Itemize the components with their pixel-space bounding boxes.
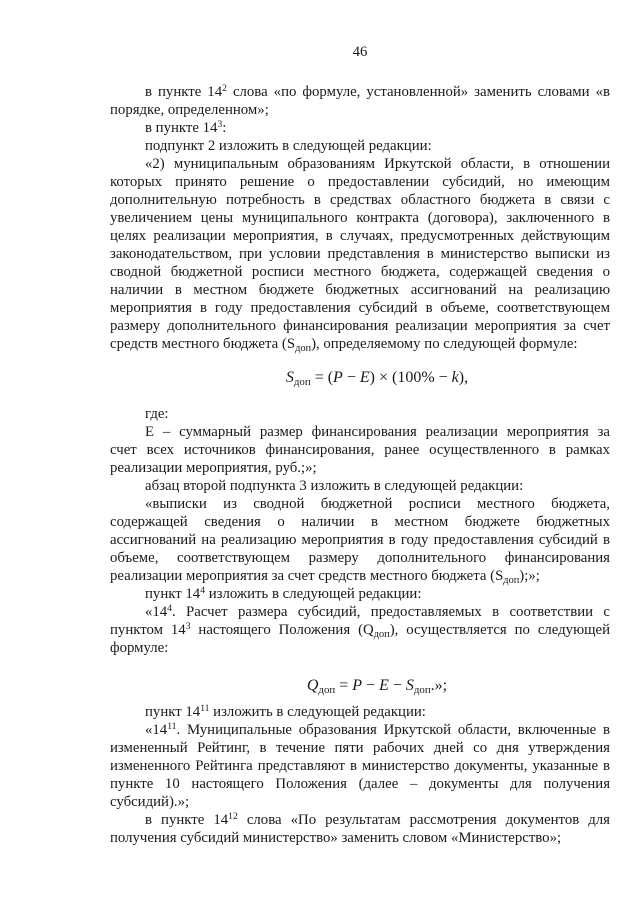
- paragraph: [110, 137, 610, 155]
- text-line: [110, 441, 610, 459]
- text-run: субсидий).»;: [110, 794, 190, 810]
- text-line: [110, 245, 610, 263]
- text-run: дополнительную потребность в средствах областного бюджета в связи с: [110, 192, 610, 208]
- formula: [110, 367, 610, 389]
- text-run: изложить в следующей редакции:: [209, 704, 426, 720]
- text-line: [110, 739, 610, 757]
- text-line: [110, 793, 610, 811]
- text-run: наличии в местном бюджете бюджетных ассигнований на реализацию: [110, 282, 610, 298]
- text-run: реализации мероприятия за счет средств местного бюджета (S: [110, 568, 504, 584]
- text-run: слова «По результатам рассмотрения документов для: [237, 812, 610, 828]
- text-run: пунктом 14: [110, 622, 186, 638]
- text-run: порядке, определенном»;: [110, 102, 269, 118]
- text-run: в пункте 14: [145, 120, 218, 136]
- text-run: слова «по формуле, установленной» заменить словами «в: [226, 84, 611, 100]
- math-variable: Q: [306, 677, 319, 694]
- text-line: [110, 459, 610, 477]
- math-variable: E: [379, 677, 389, 694]
- subscript: доп: [318, 684, 336, 697]
- text-run: увеличением цены муниципального контракта (договора), заключенного в: [110, 210, 610, 226]
- text-run: объеме, соответствующем размеру дополнительного финансирования: [110, 550, 610, 566]
- paragraph: [110, 405, 610, 423]
- text-run: сводной бюджетной росписи местного бюджета, содержащей сведения о: [110, 264, 610, 280]
- text-line: [110, 281, 610, 299]
- text-line: [110, 513, 610, 531]
- text-run: ),: [458, 369, 469, 386]
- subscript: доп: [373, 629, 390, 641]
- text-line: [110, 811, 610, 829]
- text-run: =: [335, 677, 353, 694]
- text-run: средств местного бюджета (S: [110, 336, 296, 352]
- text-run: E – суммарный размер финансирования реализации мероприятия за: [145, 424, 610, 440]
- text-line: [110, 585, 610, 603]
- text-run: формуле:: [110, 640, 169, 656]
- text-run: ), определяемому по следующей формуле:: [311, 336, 578, 352]
- subscript: доп: [295, 343, 312, 355]
- superscript: 4: [167, 602, 173, 614]
- text-line: [110, 209, 610, 227]
- text-run: содержащей сведения о наличии в местном бюджете бюджетных: [110, 514, 610, 530]
- subscript: доп: [503, 575, 520, 587]
- paragraph: [110, 721, 610, 811]
- text-line: [110, 549, 610, 567]
- text-line: [110, 775, 610, 793]
- paragraph: [110, 495, 610, 585]
- text-line: [110, 227, 610, 245]
- formula: [110, 675, 610, 697]
- text-line: [110, 405, 610, 423]
- math-variable: P: [333, 369, 343, 386]
- text-line: [110, 423, 610, 441]
- text-run: изложить в следующей редакции:: [205, 586, 422, 602]
- text-line: [110, 495, 610, 513]
- paragraph: [110, 703, 610, 721]
- text-line: [110, 101, 610, 119]
- text-run: «выписки из сводной бюджетной росписи местного бюджета,: [145, 496, 610, 512]
- text-run: .»;: [430, 677, 448, 694]
- subscript: доп: [413, 684, 431, 697]
- text-line: [110, 191, 610, 209]
- text-run: «2) муниципальным образованиям Иркутской области, в отношении: [145, 156, 610, 172]
- paragraph: [110, 155, 610, 353]
- paragraph: [110, 477, 610, 495]
- text-run: настоящего Положения (Q: [190, 622, 374, 638]
- superscript: 3: [217, 118, 223, 130]
- math-variable: S: [285, 369, 294, 386]
- text-run: абзац второй подпункта 3 изложить в следующей редакции:: [145, 478, 524, 494]
- math-variable: S: [405, 677, 414, 694]
- text-run: которых принято решение о предоставлении субсидий, но имеющим: [110, 174, 610, 190]
- paragraph: [110, 423, 610, 477]
- text-run: где:: [145, 406, 169, 422]
- text-line: [110, 335, 610, 353]
- paragraph: [110, 83, 610, 119]
- paragraph: [110, 119, 610, 137]
- text-run: пункт 14: [145, 704, 201, 720]
- text-run: . Муниципальные образования Иркутской области, включенные в: [176, 722, 610, 738]
- text-run: измененного Рейтинга представляют в министерство документы, указанные в: [110, 758, 610, 774]
- math-variable: k: [451, 369, 459, 386]
- superscript: 11: [200, 702, 210, 714]
- text-line: [110, 603, 610, 621]
- text-run: мероприятия в году предоставления субсидий в объеме, соответствующем: [110, 300, 610, 316]
- text-line: [110, 703, 610, 721]
- text-line: [110, 263, 610, 281]
- text-line: [110, 83, 610, 101]
- text-line: [110, 721, 610, 739]
- text-line: [110, 299, 610, 317]
- text-line: [110, 155, 610, 173]
- text-run: «14: [145, 604, 168, 620]
- text-line: [110, 567, 610, 585]
- text-run: размеру дополнительного финансирования реализации мероприятия за счет: [110, 318, 610, 334]
- math-variable: P: [352, 677, 363, 694]
- page-number: 46: [352, 44, 368, 60]
- text-line: [110, 317, 610, 335]
- text-line: [110, 173, 610, 191]
- text-run: измененный Рейтинг, в течение пяти рабочих дней со дня утверждения: [110, 740, 610, 756]
- text-run: ассигнований на реализацию мероприятия в году предоставления субсидий в: [110, 532, 610, 548]
- text-run: . Расчет размера субсидий, предоставляемых в соответствии с: [172, 604, 610, 620]
- superscript: 11: [167, 720, 177, 732]
- text-run: ) × (100% −: [369, 369, 452, 386]
- text-line: [110, 829, 610, 847]
- text-run: счет всех источников финансирования, ранее осуществленного в рамках: [110, 442, 610, 458]
- text-run: −: [342, 369, 360, 386]
- text-run: целях реализации мероприятия, в случаях, предусмотренных действующим: [110, 228, 610, 244]
- text-run: законодательством, при условии представления в министерство выписки из: [110, 246, 610, 262]
- text-run: в пункте 14: [145, 812, 229, 828]
- text-run: пункте 10 настоящего Положения (далее – документы для получения: [110, 776, 610, 792]
- text-run: :: [222, 120, 227, 136]
- text-run: = (: [310, 369, 334, 386]
- text-run: «14: [145, 722, 168, 738]
- text-run: в пункте 14: [145, 84, 223, 100]
- text-line: [110, 639, 610, 657]
- text-line: [110, 531, 610, 549]
- superscript: 3: [185, 620, 191, 632]
- text-run: );»;: [519, 568, 540, 584]
- text-run: пункт 14: [145, 586, 201, 602]
- text-run: подпункт 2 изложить в следующей редакции:: [145, 138, 432, 154]
- document-body: [110, 83, 610, 847]
- paragraph: [110, 603, 610, 657]
- text-run: −: [362, 677, 380, 694]
- text-line: [110, 621, 610, 639]
- text-run: −: [388, 677, 406, 694]
- superscript: 12: [228, 810, 238, 822]
- paragraph: [110, 811, 610, 847]
- superscript: 4: [200, 584, 206, 596]
- subscript: доп: [293, 376, 311, 389]
- math-variable: E: [359, 369, 370, 386]
- text-line: [110, 137, 610, 155]
- superscript: 2: [222, 82, 227, 94]
- paragraph: [110, 585, 610, 603]
- text-line: [110, 119, 610, 137]
- text-line: [110, 757, 610, 775]
- text-run: получения субсидий министерство» заменить словом «Министерство»;: [110, 830, 562, 846]
- text-run: реализации мероприятия, руб.;»;: [110, 460, 317, 476]
- text-run: ), осуществляется по следующей: [389, 622, 611, 638]
- text-line: [110, 477, 610, 495]
